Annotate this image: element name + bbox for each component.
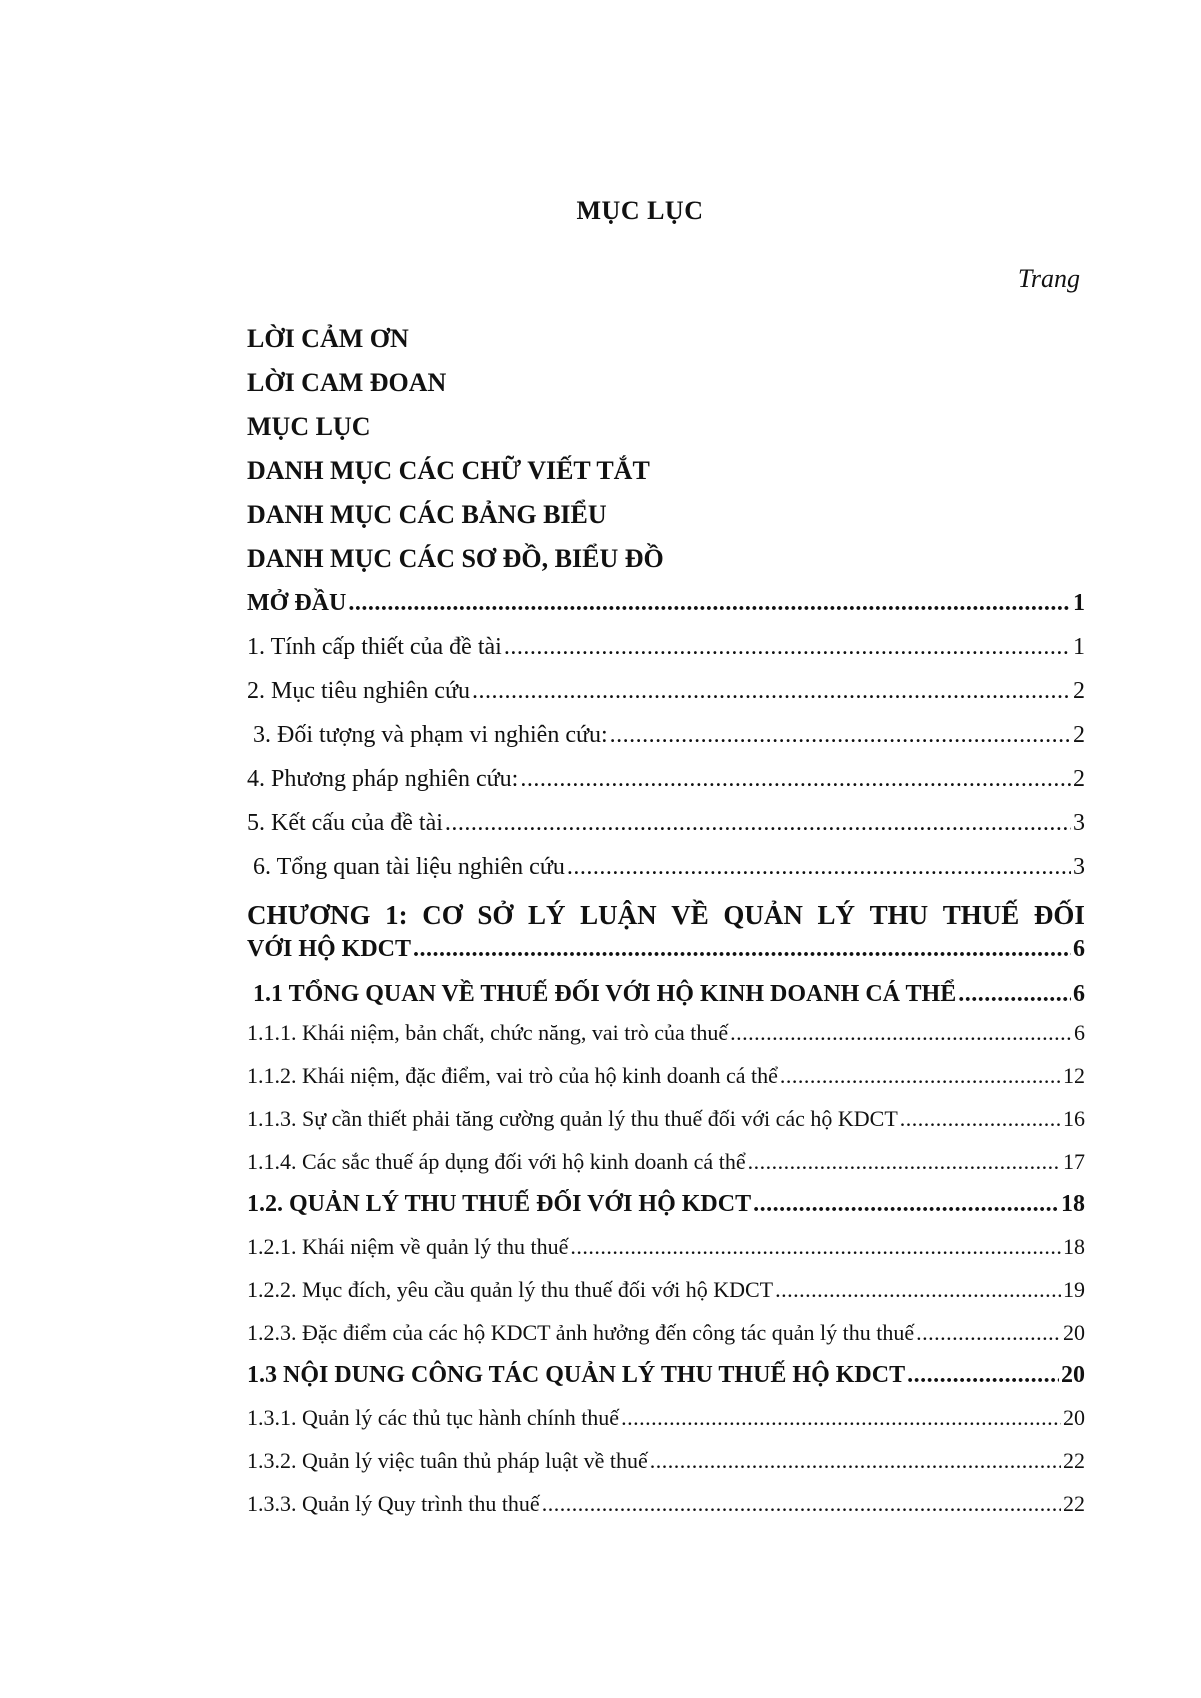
- toc-entry-page: 6: [1074, 1020, 1085, 1045]
- chapter-word: CƠ: [422, 900, 463, 930]
- page-column-label: Trang: [1017, 264, 1080, 293]
- toc-entry-1-1[interactable]: [247, 977, 1085, 1011]
- chapter-word: SỞ: [477, 900, 514, 930]
- toc-entry-page: 18: [1061, 1191, 1085, 1217]
- toc-entry-label: 1.3 NỘI DUNG CÔNG TÁC QUẢN LÝ THU THUẾ HỘ KDCT: [247, 1362, 906, 1388]
- toc-entry-label: 3. Đối tượng và phạm vi nghiên cứu:: [247, 722, 608, 748]
- chapter-word: LUẬN: [580, 900, 657, 930]
- toc-entry-page: 2: [1073, 722, 1085, 748]
- toc-entry-label: 1.1.1. Khái niệm, bản chất, chức năng, vai trò của thuế: [247, 1020, 729, 1045]
- toc-entry-label: 1.2.1. Khái niệm về quản lý thu thuế: [247, 1234, 569, 1259]
- dot-leader: [730, 1016, 1072, 1050]
- dot-leader: [445, 806, 1071, 840]
- toc-entry-page: 17: [1063, 1149, 1085, 1174]
- toc-entry-6[interactable]: [247, 850, 1085, 884]
- toc-entry-label: 1. Tính cấp thiết của đề tài: [247, 634, 502, 660]
- dot-leader: [958, 977, 1071, 1011]
- toc-entry-label: 4. Phương pháp nghiên cứu:: [247, 766, 519, 792]
- toc-entry-1-2-2[interactable]: [247, 1273, 1085, 1307]
- toc-entry-page: 16: [1063, 1106, 1085, 1131]
- toc-entry-label: 1.2.3. Đặc điểm của các hộ KDCT ảnh hưởng đến công tác quản lý thu thuế: [247, 1320, 915, 1345]
- dot-leader: [748, 1145, 1061, 1179]
- toc-entry-mo-dau[interactable]: [247, 586, 1085, 620]
- toc-entry-label: 1.1 TỔNG QUAN VỀ THUẾ ĐỐI VỚI HỘ KINH DOANH CÁ THỂ: [247, 981, 957, 1007]
- toc-entry-label: 5. Kết cấu của đề tài: [247, 810, 443, 836]
- dot-leader: [542, 1487, 1061, 1521]
- toc-front-matter-item: DANH MỤC CÁC BẢNG BIỂU: [247, 500, 607, 529]
- dot-leader: [780, 1059, 1061, 1093]
- toc-entry-page: 22: [1063, 1491, 1085, 1516]
- toc-entry-page: 22: [1063, 1448, 1085, 1473]
- toc-entry-page: 20: [1063, 1405, 1085, 1430]
- dot-leader: [520, 762, 1071, 796]
- dot-leader: [916, 1316, 1061, 1350]
- toc-entry-page: 20: [1061, 1362, 1085, 1388]
- toc-entry-page: 6: [1073, 936, 1085, 962]
- toc-entry-label: 1.3.1. Quản lý các thủ tục hành chính thuế: [247, 1405, 620, 1430]
- dot-leader: [348, 586, 1071, 620]
- toc-entry-label: 1.1.3. Sự cần thiết phải tăng cường quản lý thu thuế đối với các hộ KDCT: [247, 1106, 898, 1131]
- toc-entry-1-2[interactable]: [247, 1187, 1085, 1221]
- toc-entry-page: 2: [1073, 766, 1085, 792]
- dot-leader: [775, 1273, 1061, 1307]
- toc-entry-label: MỞ ĐẦU: [247, 590, 347, 616]
- dot-leader: [650, 1444, 1061, 1478]
- toc-chapter-1-title-line[interactable]: [247, 898, 1085, 932]
- toc-entry-label: 1.2. QUẢN LÝ THU THUẾ ĐỐI VỚI HỘ KDCT: [247, 1191, 752, 1217]
- dot-leader: [567, 850, 1071, 884]
- toc-entry-1[interactable]: [247, 630, 1085, 664]
- dot-leader: [504, 630, 1071, 664]
- dot-leader: [753, 1187, 1059, 1221]
- chapter-word: THUẾ: [942, 900, 1020, 930]
- toc-entry-4[interactable]: [247, 762, 1085, 796]
- toc-entry-label: 1.2.2. Mục đích, yêu cầu quản lý thu thuế đối với hộ KDCT: [247, 1277, 774, 1302]
- toc-front-matter-item: DANH MỤC CÁC CHỮ VIẾT TẮT: [247, 456, 650, 485]
- toc-entry-3[interactable]: [247, 718, 1085, 752]
- toc-entry-label: 2. Mục tiêu nghiên cứu: [247, 678, 470, 704]
- toc-entry-2[interactable]: [247, 674, 1085, 708]
- toc-entry-1-2-3[interactable]: [247, 1316, 1085, 1350]
- chapter-word: ĐỐI: [1033, 900, 1085, 930]
- toc-entry-label: 6. Tổng quan tài liệu nghiên cứu: [247, 854, 565, 880]
- toc-entry-page: 3: [1073, 854, 1085, 880]
- toc-entry-page: 20: [1063, 1320, 1085, 1345]
- toc-entry-chapter-1[interactable]: [247, 932, 1085, 966]
- toc-entry-page: 12: [1063, 1063, 1085, 1088]
- toc-entry-label: 1.3.2. Quản lý việc tuân thủ pháp luật về thuế: [247, 1448, 648, 1473]
- toc-entry-5[interactable]: [247, 806, 1085, 840]
- toc-entry-page: 19: [1063, 1277, 1085, 1302]
- chapter-word: 1:: [385, 900, 408, 930]
- chapter-word: LÝ: [527, 900, 566, 930]
- toc-entry-page: 3: [1073, 810, 1085, 836]
- toc-entry-1-1-3[interactable]: [247, 1102, 1085, 1136]
- dot-leader: [413, 932, 1071, 966]
- dot-leader: [610, 718, 1071, 752]
- toc-entry-page: 1: [1073, 590, 1085, 616]
- toc-entry-label: 1.1.4. Các sắc thuế áp dụng đối với hộ kinh doanh cá thể: [247, 1149, 746, 1174]
- dot-leader: [472, 674, 1071, 708]
- page-title: MỤC LỤC: [576, 196, 704, 225]
- toc-front-matter-item: LỜI CAM ĐOAN: [247, 368, 447, 397]
- dot-leader: [570, 1230, 1061, 1264]
- dot-leader: [900, 1102, 1061, 1136]
- chapter-word: LÝ: [817, 900, 855, 930]
- toc-entry-1-1-1[interactable]: [247, 1016, 1085, 1050]
- chapter-word: CHƯƠNG: [247, 900, 371, 930]
- toc-entry-page: 2: [1073, 678, 1085, 704]
- toc-entry-1-3-1[interactable]: [247, 1401, 1085, 1435]
- toc-entry-page: 18: [1063, 1234, 1085, 1259]
- toc-front-matter-item: DANH MỤC CÁC SƠ ĐỒ, BIỂU ĐỒ: [247, 544, 664, 573]
- toc-entry-1-3-3[interactable]: [247, 1487, 1085, 1521]
- toc-entry-1-2-1[interactable]: [247, 1230, 1085, 1264]
- toc-entry-1-1-2[interactable]: [247, 1059, 1085, 1093]
- dot-leader: [907, 1358, 1059, 1392]
- toc-entry-label: VỚI HỘ KDCT: [247, 936, 412, 962]
- dot-leader: [621, 1401, 1061, 1435]
- toc-entry-1-3[interactable]: [247, 1358, 1085, 1392]
- toc-entry-label: 1.3.3. Quản lý Quy trình thu thuế: [247, 1491, 540, 1516]
- toc-front-matter-item: LỜI CẢM ƠN: [247, 324, 409, 353]
- chapter-word: THU: [869, 900, 929, 930]
- chapter-word: VỀ: [671, 900, 709, 930]
- chapter-word: QUẢN: [723, 900, 803, 930]
- toc-entry-page: 1: [1073, 634, 1085, 660]
- toc-entry-label: 1.1.2. Khái niệm, đặc điểm, vai trò của hộ kinh doanh cá thể: [247, 1063, 778, 1088]
- toc-entry-1-1-4[interactable]: [247, 1145, 1085, 1179]
- toc-entry-1-3-2[interactable]: [247, 1444, 1085, 1478]
- toc-entry-page: 6: [1073, 981, 1085, 1007]
- toc-front-matter-item: MỤC LỤC: [247, 412, 371, 441]
